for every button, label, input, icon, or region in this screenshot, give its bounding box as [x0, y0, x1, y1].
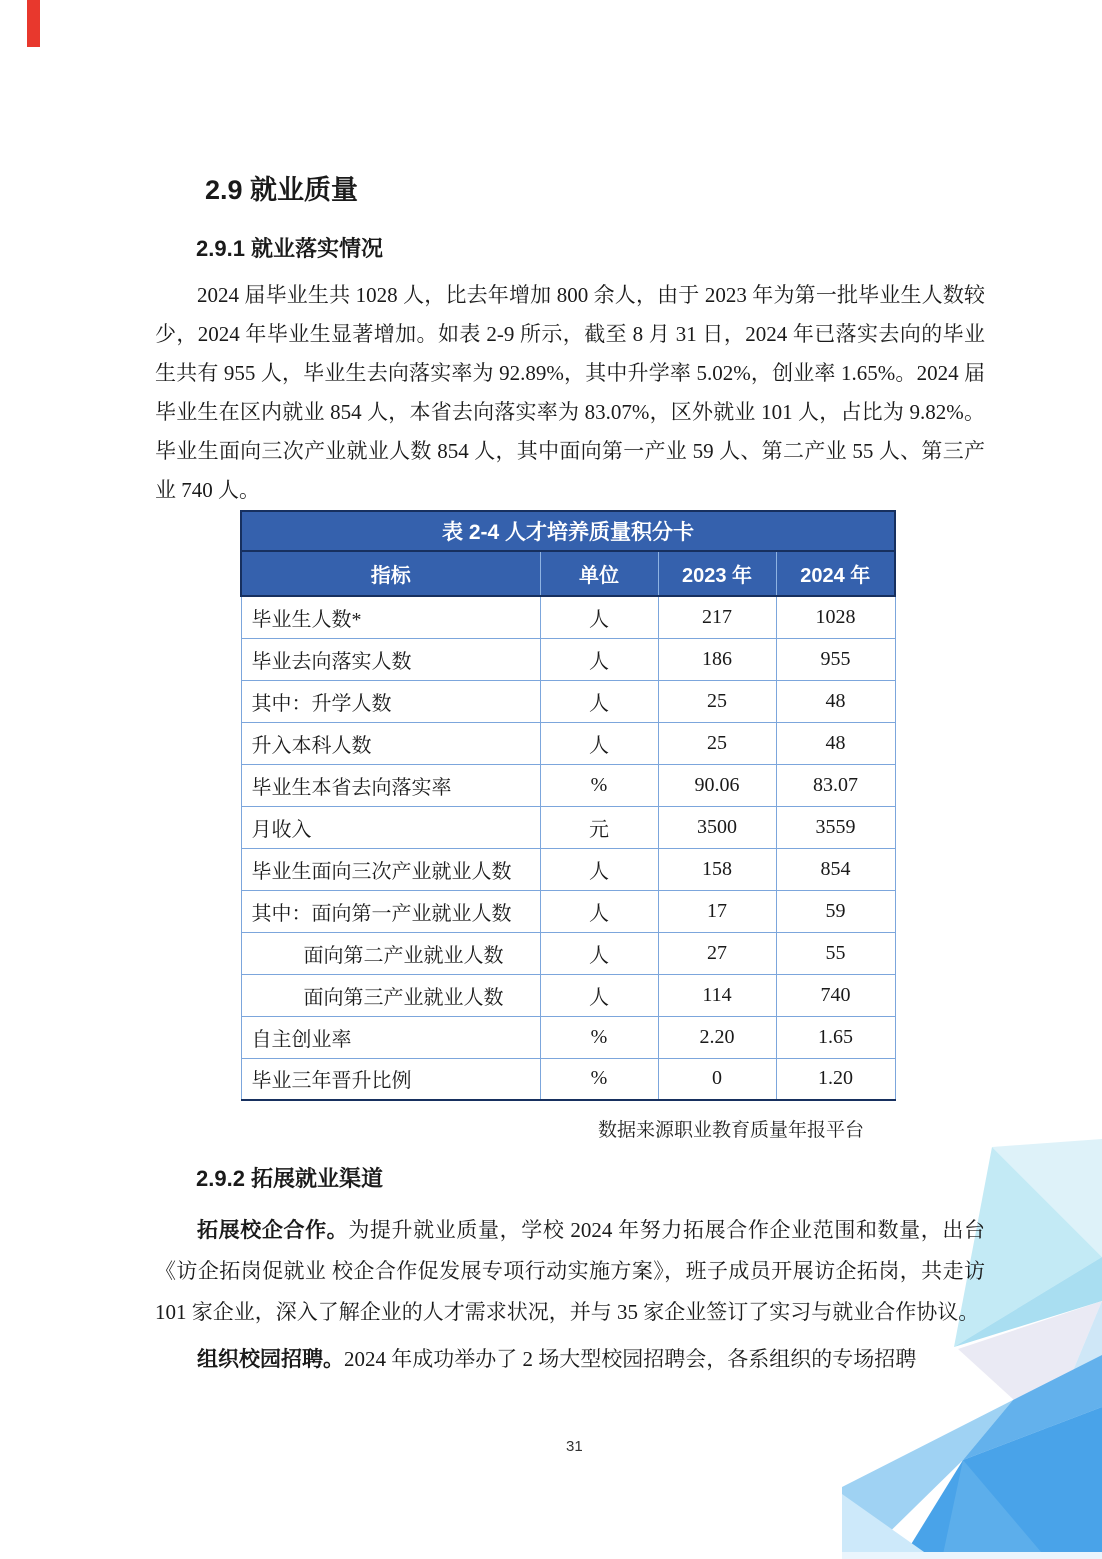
cell-value-2023: 17: [658, 890, 776, 932]
table-row: [241, 974, 895, 1016]
subsection-heading-job-channels: 2.9.2 拓展就业渠道: [196, 1166, 384, 1191]
cell-value-2023: 25: [658, 722, 776, 764]
cell-value-2023: 114: [658, 974, 776, 1016]
cell-unit: 人: [540, 890, 658, 932]
table-row: [241, 680, 895, 722]
cell-value-2024: 1.65: [776, 1016, 895, 1058]
cell-unit: 人: [540, 974, 658, 1016]
cell-indicator: 月收入: [241, 806, 540, 848]
table-row: [241, 848, 895, 890]
cell-indicator: 毕业生本省去向落实率: [241, 764, 540, 806]
table-header-row: [241, 551, 895, 596]
cell-unit: 人: [540, 680, 658, 722]
cell-value-2024: 59: [776, 890, 895, 932]
paragraph-employment-stats: 2024 届毕业生共 1028 人，比去年增加 800 余人，由于 2023 年为第一批毕业生人数较少，2024 年毕业生显著增加。如表 2-9 所示，截至 8 月 31 日，2024 年已落实去向的毕业生共有 955 人，毕业生去向落实率为 92.89%，其中升学率 5.02%，创业率 1.65%。2024 届毕业生在区内就业 854 人，本省去向落实率为 83.07%，区外就业 101 人，占比为 9.82%。毕业生面向三次产业就业人数 854 人，其中面向第一产业 59 人、第二产业 55 人、第三产业 740 人。: [155, 283, 985, 502]
cell-unit: %: [540, 764, 658, 806]
col-header-2024: 2024 年: [776, 551, 895, 596]
cell-unit: 人: [540, 638, 658, 680]
col-header-2023: 2023 年: [658, 551, 776, 596]
cell-value-2023: 27: [658, 932, 776, 974]
cell-value-2023: 25: [658, 680, 776, 722]
cell-value-2023: 0: [658, 1058, 776, 1100]
cell-value-2024: 83.07: [776, 764, 895, 806]
paragraph-lead-bold: 组织校园招聘。: [197, 1348, 344, 1371]
section-heading: 2.9 就业质量: [205, 175, 359, 205]
cell-unit: 元: [540, 806, 658, 848]
table-row: [241, 722, 895, 764]
table-row: [241, 1016, 895, 1058]
cell-value-2023: 3500: [658, 806, 776, 848]
cell-indicator: 毕业生人数*: [241, 596, 540, 638]
cell-value-2023: 217: [658, 596, 776, 638]
cell-unit: 人: [540, 932, 658, 974]
subsection-heading-employment-status: 2.9.1 就业落实情况: [196, 236, 384, 261]
cell-value-2024: 1028: [776, 596, 895, 638]
cell-indicator: 自主创业率: [241, 1016, 540, 1058]
cell-indicator: 面向第三产业就业人数: [241, 974, 540, 1016]
col-header-indicator: 指标: [241, 551, 540, 596]
paragraph-lead-bold: 拓展校企合作。: [197, 1219, 349, 1242]
table-source-caption: 数据来源职业教育质量年报平台: [597, 1120, 864, 1141]
cell-value-2024: 48: [776, 680, 895, 722]
red-corner-mark: [27, 0, 40, 47]
cell-indicator: 面向第二产业就业人数: [241, 932, 540, 974]
cell-value-2023: 2.20: [658, 1016, 776, 1058]
cell-indicator: 毕业去向落实人数: [241, 638, 540, 680]
table-row: [241, 932, 895, 974]
cell-value-2024: 55: [776, 932, 895, 974]
quality-scorecard-table: [240, 510, 896, 1101]
table-row: [241, 764, 895, 806]
cell-indicator: 其中：面向第一产业就业人数: [241, 890, 540, 932]
cell-indicator: 升入本科人数: [241, 722, 540, 764]
cell-value-2024: 3559: [776, 806, 895, 848]
cell-indicator: 毕业生面向三次产业就业人数: [241, 848, 540, 890]
cell-value-2023: 186: [658, 638, 776, 680]
cell-value-2024: 1.20: [776, 1058, 895, 1100]
table-title: 表 2-4 人才培养质量积分卡: [241, 511, 895, 551]
table-row: [241, 596, 895, 638]
cell-value-2024: 740: [776, 974, 895, 1016]
cell-indicator: 其中：升学人数: [241, 680, 540, 722]
col-header-unit: 单位: [540, 551, 658, 596]
cell-value-2023: 90.06: [658, 764, 776, 806]
cell-unit: %: [540, 1058, 658, 1100]
cell-value-2024: 48: [776, 722, 895, 764]
cell-indicator: 毕业三年晋升比例: [241, 1058, 540, 1100]
cell-unit: 人: [540, 722, 658, 764]
table-body: [241, 596, 895, 1100]
cell-value-2024: 854: [776, 848, 895, 890]
paragraph-body-text: 2024 年成功举办了 2 场大型校园招聘会，各系组织的专场招聘: [344, 1347, 917, 1371]
table-row: [241, 890, 895, 932]
table-row: [241, 806, 895, 848]
paragraph-body-text: 为提升就业质量，学校 2024 年努力拓展合作企业范围和数量，出台《访企拓岗促就业 校企合作促发展专项行动实施方案》，班子成员开展访企拓岗，共走访 101 家企业，深入了解企业的人才需求状况，并与 35 家企业签订了实习与就业合作协议。: [155, 1218, 986, 1324]
cell-value-2023: 158: [658, 848, 776, 890]
cell-unit: %: [540, 1016, 658, 1058]
table-row: [241, 638, 895, 680]
cell-unit: 人: [540, 596, 658, 638]
paragraph-school-enterprise: [155, 1210, 985, 1333]
page-content: [155, 172, 985, 1380]
cell-unit: 人: [540, 848, 658, 890]
paragraph-campus-recruiting: [155, 1339, 985, 1380]
page-number: 31: [566, 1438, 583, 1455]
cell-value-2024: 955: [776, 638, 895, 680]
table-row: [241, 1058, 895, 1100]
